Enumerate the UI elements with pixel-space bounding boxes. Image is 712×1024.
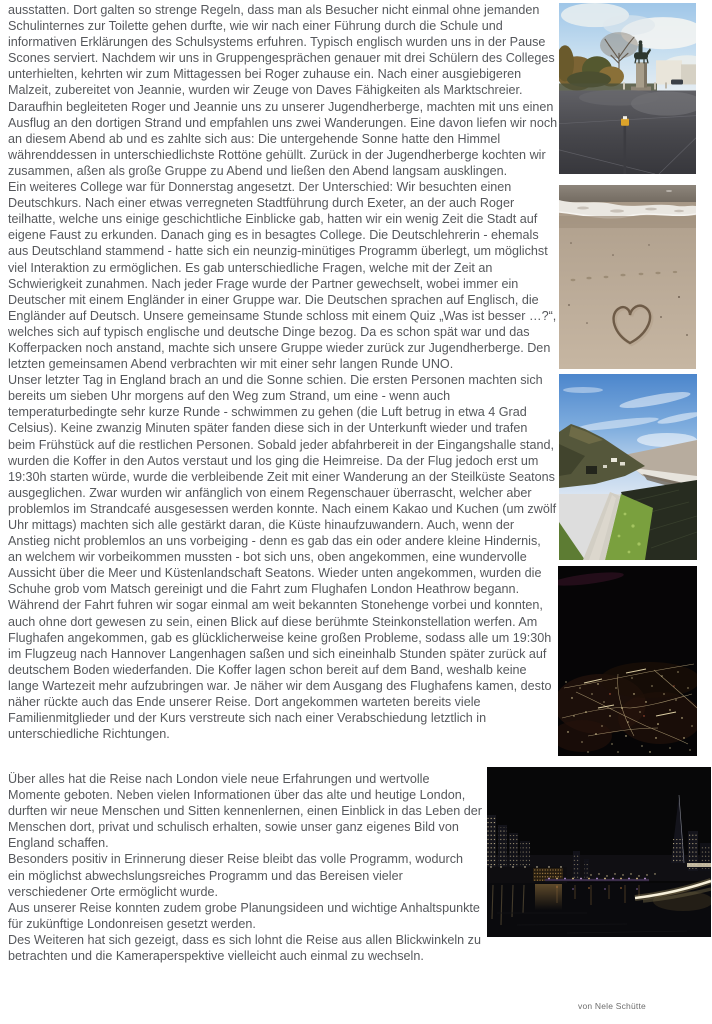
beach-heart-photo xyxy=(559,185,696,369)
report-paragraph: Ein weiteres College war für Donnerstag angesetzt. Der Unterschied: Wir besuchten einen Deutschkurs. Nach einer etwas verregneten Stadtführung durch Exeter, an der auch Roger teilhatte, welche uns einige geschichtliche Einblicke gab, hatten wir ein wenig Zeit die Stadt auf eigene Faust zu erkunden. Danach ging es in besagtes College. Die Deutschlehrerin - ehemals aus Deutschland stammend - hatte sich ein neunzig-minütiges Programm überlegt, um möglichst viel Interaktion zu ermöglichen. Es gab unterschiedliche Fragen, welche mit der Zeit an Schwierigkeit zunahmen. Nach jeder Frage wurde der Partner gewechselt, wobei immer ein Deutscher mit einem Engländer in einer Gruppe war. Die Deutschen sprachen auf Englisch, die Engländer auf Deutsch. Unsere gemeinsame Stunde schloss mit einem Quiz „Was ist besser …?“, welches sich auf typisch englische und deutsche Dinge bezog. Da es schon spät war und das Kofferpacken noch anstand, machte sich unsere Gruppe wieder zurück zur Jugendherberge. Den letzten gemeinsamen Abend verbrachten wir mit einer sehr langen Runde UNO. xyxy=(8,180,557,372)
report-closing-text xyxy=(8,771,482,964)
cliff-path-photo xyxy=(559,374,697,560)
park-statue-photo xyxy=(559,3,696,174)
thames-night-photo xyxy=(487,767,711,937)
night-aerial-photo xyxy=(558,566,697,756)
cliff-path-photo-graphic xyxy=(559,374,697,560)
author-byline: von Nele Schütte xyxy=(578,1001,646,1011)
night-aerial-photo-graphic xyxy=(558,566,697,756)
park-statue-photo-graphic xyxy=(559,3,696,174)
thames-night-photo-graphic xyxy=(487,767,711,937)
report-paragraph: Des Weiteren hat sich gezeigt, dass es sich lohnt die Reise aus allen Blickwinkeln zu betrachten und die Kameraperspektive vielleicht auch einmal zu wechseln. xyxy=(8,932,481,964)
report-body-text xyxy=(8,2,558,742)
report-paragraph: Aus unserer Reise konnten zudem grobe Planungsideen und wichtige Anhaltspunkte für zukünftige Londonreisen gesetzt werden. xyxy=(8,900,480,931)
report-paragraph: ausstatten. Dort galten so strenge Regeln, dass man als Besucher nicht einmal ohne jemanden Schulinternes zur Toilette gehen durfte, wie wir nach einer Führung durch die Schule und informativen Erklärungen des Schulsystems erfuhren. Typisch englisch wurden uns in der Pause Scones serviert. Nachdem wir uns in Gruppengesprächen genauer mit drei Schülern des Colleges unterhielten, kehrten wir zum Mittagessen bei Roger zuhause ein. Nach einer ausgiebigeren Malzeit, zubereitet von Jeannie, wurden wir Zeuge von Daves Fähigkeiten als Marktschreier. Daraufhin begleiteten Roger und Jeannie uns zu unserer Jugendherberge, machten mit uns einen Ausflug an den dortigen Strand und empfahlen uns zwei Wanderungen. Eine davon liefen wir noch an diesem Abend ab und es zahlte sich aus: Die untergehende Sonne hatte den Himmel währenddessen in unterschiedlichste Rottöne gehüllt. Zurück in der Jugendherberge kochten wir zusammen, aßen als große Gruppe zu Abend und ließen den Abend langsam ausklingen. xyxy=(8,3,558,178)
report-paragraph: Unser letzter Tag in England brach an und die Sonne schien. Die ersten Personen machten sich bereits um sieben Uhr morgens auf den Weg zum Strand, um eine - wenn auch temperaturbedingte sehr kurze Runde - schwimmen zu gehen (die Luft betrug in etwa 4 Grad Celsius). Keine zwanzig Minuten später fanden diese sich in der Unterkunft wieder und trafen beim Frühstück auf die restlichen Personen. Sobald jeder abfahrbereit in der Eingangshalle stand, wurden die Koffer in den Autos verstaut und los ging die Heimreise. Da der Flug jedoch erst um 19:30h starten würde, wurde die verbleibende Zeit mit einer Wanderung an der Steilküste Seatons ausgeglichen. Zwar wurden wir anfänglich von einem Regenschauer überrascht, welcher aber problemlos im Strandcafé ausgesessen werden konnte. Nach einem Kakao und Kuchen (um zwölf Uhr mittags) machten sich alle gestärkt daran, die Küste hinaufzuwandern. Auch, wenn der Anstieg nicht problemlos an uns vorbeiging - denn es gab das ein oder andere kleine Hindernis, an welchem wir vorbeikommen mussten - bot sich uns, oben angekommen, eine wundervolle Aussicht über die Meer und Küstenlandschaft Seatons. Wieder unten angekommen, wurden die Schuhe grob vom Matsch gereinigt und die Fahrt zum Flughafen London Heathrow begann. Während der Fahrt fuhren wir sogar einmal am weit bekannten Stonehenge vorbei und konnten, auch ohne dort gewesen zu sein, einen Blick auf diese berühmte Steinkonstellation werfen. Am Flughafen angekommen, gab es glücklicherweise keine großen Probleme, sodass alle um 19:30h im Flugzeug nach Hannover Langenhagen saßen und sich eineinhalb Stunden später zurück auf deutschem Boden wiederfanden. Die Koffer lagen schon bereit auf dem Band, weshalb keine lange Wartezeit mehr aufzubringen war. Je näher wir dem Ausgang des Flughafens kamen, desto näher rückte auch das Ende unserer Reise. Dort angekommen warteten bereits viele Familienmitglieder und der Kurs verstreute sich nach einer Verabschiedung letztlich in unterschiedliche Richtungen. xyxy=(8,373,557,742)
report-paragraph: Besonders positiv in Erinnerung dieser Reise bleibt das volle Programm, wodurch ein möglichst abwechslungsreiches Programm und das Bereisen vieler verschiedener Orte ermöglicht wurde. xyxy=(8,852,463,899)
report-paragraph: Über alles hat die Reise nach London viele neue Erfahrungen und wertvolle Momente geboten. Neben vielen Informationen über das alte und heutige London, durften wir neue Menschen und Sitten kennenlernen, einen Einblick in das Leben der Menschen dort, privat und schulisch erhalten, sowie unser ganz eigenes Bild von England schaffen. xyxy=(8,772,482,851)
beach-heart-photo-graphic xyxy=(559,185,696,369)
